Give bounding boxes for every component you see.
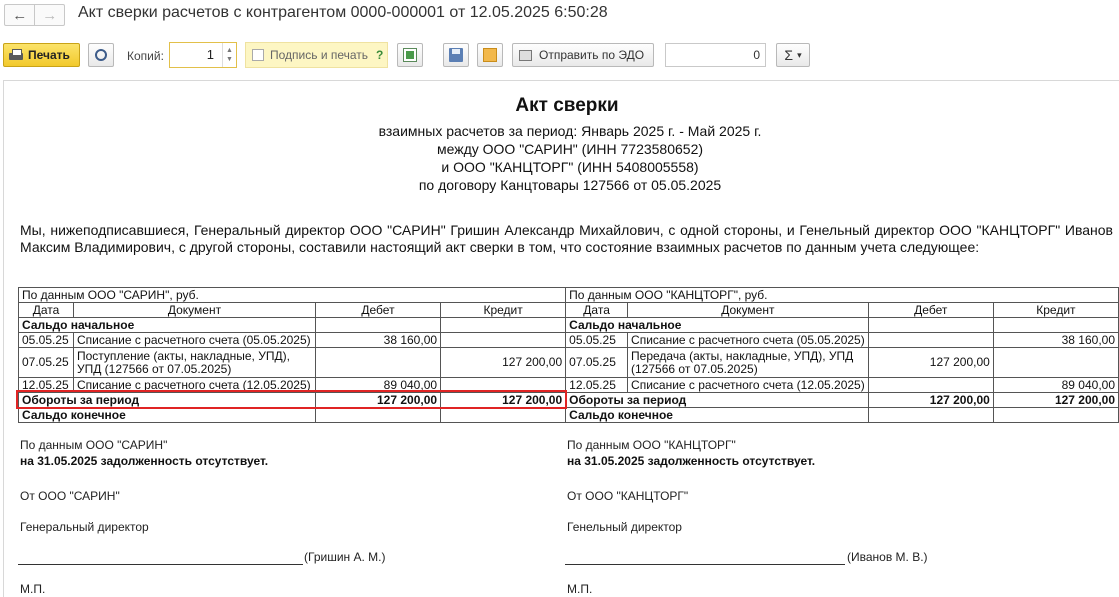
column-header: Дебет: [315, 303, 440, 318]
left-debt-statement: на 31.05.2025 задолженность отсутствует.: [20, 454, 269, 468]
toolbar: [0, 38, 1119, 74]
preview-button[interactable]: [88, 43, 114, 67]
sum-field[interactable]: 0: [665, 43, 766, 67]
title-bar: [0, 0, 1119, 30]
cell-document: Списание с расчетного счета (05.05.2025): [73, 333, 315, 348]
mail-button[interactable]: [477, 43, 503, 67]
cell-credit: 89 040,00: [993, 378, 1118, 393]
empty-cell: [315, 408, 440, 423]
column-header: Документ: [628, 303, 869, 318]
table-column-header-row: [19, 303, 1119, 318]
right-source: По данным ООО "КАНЦТОРГ": [567, 438, 736, 452]
document-title: Акт сверки: [515, 95, 619, 116]
left-stamp: М.П.: [20, 582, 46, 596]
right-signer: (Иванов М. В.): [847, 550, 928, 564]
sign-and-print-label: Подпись и печать: [270, 48, 369, 62]
left-signer: (Гришин А. М.): [304, 550, 386, 564]
cell-date: 05.05.25: [19, 333, 74, 348]
floppy-icon: [449, 48, 463, 62]
chevron-down-icon: ▾: [797, 49, 802, 60]
opening-balance-row: [19, 318, 1119, 333]
column-header: Документ: [73, 303, 315, 318]
empty-cell: [993, 408, 1118, 423]
left-party-header: По данным ООО "САРИН", руб.: [19, 288, 566, 303]
column-header: Дата: [566, 303, 628, 318]
checkbox-icon[interactable]: [252, 49, 264, 61]
contract-line: по договору Канцтовары 127566 от 05.05.2025: [418, 177, 722, 193]
cell-document: Списание с расчетного счета (12.05.2025): [73, 378, 315, 393]
cell-debit: 89 040,00: [315, 378, 440, 393]
cell-credit: [441, 333, 566, 348]
back-button[interactable]: ←: [12, 6, 28, 24]
excel-icon: [403, 48, 417, 62]
turnover-credit: 127 200,00: [993, 393, 1118, 408]
left-source: По данным ООО "САРИН": [20, 438, 168, 452]
window-title: Акт сверки расчетов с контрагентом 0000-000001 от 12.05.2025 6:50:28: [78, 4, 608, 21]
copies-input[interactable]: [169, 42, 237, 68]
cell-credit: [993, 348, 1118, 378]
save-button[interactable]: [443, 43, 469, 67]
cell-date: 05.05.25: [566, 333, 628, 348]
turnover-label: Обороты за период: [566, 393, 869, 408]
print-button[interactable]: [3, 43, 80, 67]
print-label: Печать: [28, 48, 70, 62]
turnover-highlight-box: [16, 390, 567, 409]
right-debt-statement: на 31.05.2025 задолженность отсутствует.: [567, 454, 816, 468]
stepper-up-icon[interactable]: ▲: [226, 47, 233, 54]
turnover-label: Обороты за период: [19, 393, 316, 408]
turnover-debit: 127 200,00: [868, 393, 993, 408]
cell-credit: 127 200,00: [441, 348, 566, 378]
cell-debit: [868, 333, 993, 348]
send-edo-label: Отправить по ЭДО: [539, 48, 645, 62]
cell-date: 12.05.25: [566, 378, 628, 393]
cell-debit: [315, 348, 440, 378]
sign-and-print-checkbox[interactable]: [245, 42, 388, 68]
left-from: От ООО "САРИН": [20, 489, 120, 503]
right-position: Генельный директор: [567, 520, 682, 534]
cell-date: 07.05.25: [19, 348, 74, 378]
empty-cell: [441, 318, 566, 333]
and-line: и ООО "КАНЦТОРГ" (ИНН 5408005558): [441, 159, 699, 175]
printer-icon: [9, 49, 23, 61]
closing-balance-label: Сальдо конечное: [19, 408, 316, 423]
turnover-debit: 127 200,00: [315, 393, 440, 408]
stepper-down-icon[interactable]: ▼: [226, 56, 233, 63]
excel-button[interactable]: [397, 43, 423, 67]
cell-debit: [868, 378, 993, 393]
table-party-header-row: [19, 288, 1119, 303]
empty-cell: [993, 318, 1118, 333]
column-header: Дебет: [868, 303, 993, 318]
empty-cell: [868, 408, 993, 423]
cell-date: 12.05.25: [19, 378, 74, 393]
table-row: [19, 333, 1119, 348]
cell-debit: 38 160,00: [315, 333, 440, 348]
empty-cell: [441, 408, 566, 423]
period-line: взаимных расчетов за период: Январь 2025 г. - Май 2025 г.: [378, 123, 762, 139]
right-party-header: По данным ООО "КАНЦТОРГ", руб.: [566, 288, 1119, 303]
right-from: От ООО "КАНЦТОРГ": [567, 489, 689, 503]
nav-buttons: [4, 4, 65, 26]
closing-balance-label: Сальдо конечное: [566, 408, 869, 423]
opening-balance-label: Сальдо начальное: [566, 318, 869, 333]
between-line: между ООО "САРИН" (ИНН 7723580652): [436, 141, 704, 157]
column-header: Кредит: [993, 303, 1118, 318]
cell-debit: 127 200,00: [868, 348, 993, 378]
magnifier-icon: [95, 49, 107, 61]
column-header: Кредит: [441, 303, 566, 318]
left-position: Генеральный директор: [20, 520, 149, 534]
cell-date: 07.05.25: [566, 348, 628, 378]
turnover-credit: 127 200,00: [441, 393, 566, 408]
right-stamp: М.П.: [567, 582, 593, 596]
help-icon[interactable]: ?: [376, 48, 384, 62]
envelope-icon: [483, 48, 497, 62]
copies-value: 1: [206, 47, 214, 62]
forward-button[interactable]: →: [34, 5, 64, 25]
cell-document: Списание с расчетного счета (05.05.2025): [628, 333, 869, 348]
send-edo-button[interactable]: [512, 43, 654, 67]
closing-balance-row: [19, 408, 1119, 423]
empty-cell: [868, 318, 993, 333]
empty-cell: [315, 318, 440, 333]
intro-paragraph: Мы, нижеподписавшиеся, Генеральный директор ООО "САРИН" Гришин Александр Михайлович, с одной стороны, и Генельный директор ООО "КАНЦТОРГ" Иванов Максим Владимирович, с другой стороны, составили настоящий акт сверки в том, что состояние взаимных расчетов по данным учета следующее:: [20, 222, 1113, 255]
sigma-button[interactable]: [776, 43, 810, 67]
cell-document: Передача (акты, накладные, УПД), УПД (127566 от 07.05.2025): [628, 348, 869, 378]
opening-balance-label: Сальдо начальное: [19, 318, 316, 333]
column-header: Дата: [19, 303, 74, 318]
cell-document: Списание с расчетного счета (12.05.2025): [628, 378, 869, 393]
table-row: [19, 348, 1119, 378]
sigma-icon: Σ: [784, 47, 794, 63]
left-signature-line: [18, 564, 303, 565]
edo-icon: [519, 50, 532, 61]
right-signature-line: [565, 564, 845, 565]
cell-document: Поступление (акты, накладные, УПД), УПД (127566 от 07.05.2025): [73, 348, 315, 378]
copies-stepper[interactable]: [222, 43, 236, 67]
cell-credit: 38 160,00: [993, 333, 1118, 348]
copies-label: Копий:: [127, 49, 164, 63]
